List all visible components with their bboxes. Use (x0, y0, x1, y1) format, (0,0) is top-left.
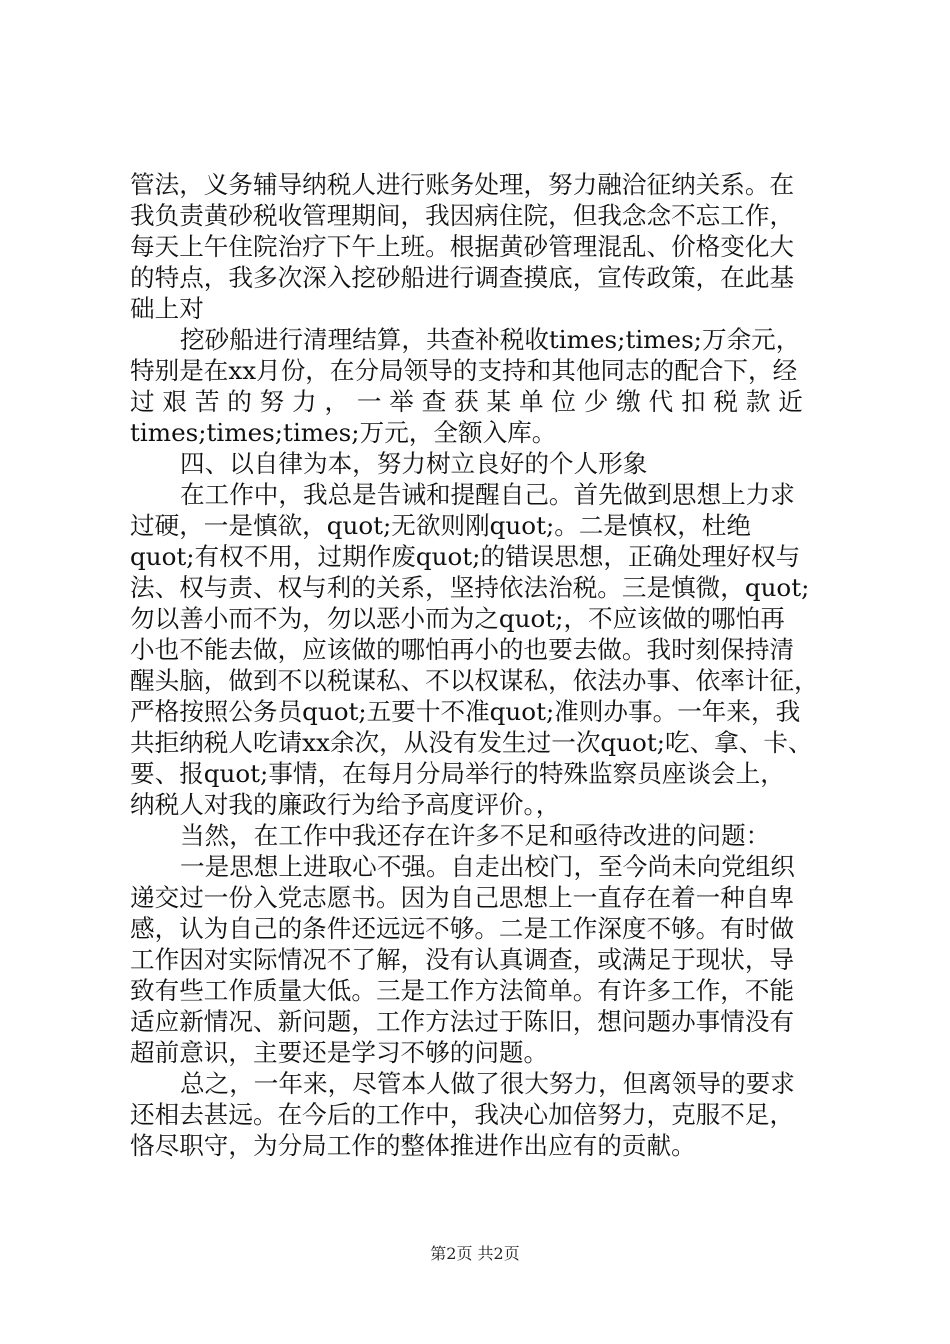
paragraph (130, 448, 830, 479)
paragraph (130, 851, 830, 1068)
text-line: 每天上午住院治疗下午上班。根据黄砂管理混乱、价格变化大 (130, 232, 795, 261)
text-line: 还相去甚远。在今后的工作中，我决心加倍努力，克服不足， (130, 1100, 795, 1129)
paragraph (130, 820, 830, 851)
text-line: 挖砂船进行清理结算，共查补税收times;times;万余元， (180, 325, 801, 354)
text-line: 严格按照公务员quot;五要十不准quot;准则办事。一年来，我 (130, 697, 801, 726)
text-line: 工作因对实际情况不了解，没有认真调查，或满足于现状，导 (130, 945, 795, 974)
text-line: 的特点，我多次深入挖砂船进行调查摸底，宣传政策，在此基 (130, 263, 795, 292)
text-line: 超前意识，主要还是学习不够的问题。 (130, 1038, 549, 1067)
text-line: times;times;times;万元，全额入库。 (130, 418, 557, 447)
text-line: 纳税人对我的廉政行为给予高度评价。， (130, 790, 561, 819)
text-line: 小也不能去做，应该做的哪怕再小的也要去做。我时刻保持清 (130, 635, 795, 664)
text-line: 勿以善小而不为，勿以恶小而为之quot;，不应该做的哪怕再 (130, 604, 785, 633)
text-line: 管法，义务辅导纳税人进行账务处理，努力融洽征纳关系。在 (130, 170, 795, 199)
text-line: 总之，一年来，尽管本人做了很大努力，但离领导的要求 (180, 1069, 795, 1098)
text-line: 感，认为自己的条件还远远不够。二是工作深度不够。有时做 (130, 914, 795, 943)
paragraph (130, 1068, 830, 1161)
document-body (130, 169, 830, 1161)
paragraph (130, 324, 830, 448)
text-line: 特别是在xx月份，在分局领导的支持和其他同志的配合下，经 (130, 356, 798, 385)
text-line: 在工作中，我总是告诫和提醒自己。首先做到思想上力求 (180, 480, 795, 509)
text-line: 础上对 (130, 294, 204, 323)
paragraph (130, 169, 830, 324)
text-line: quot;有权不用，过期作废quot;的错误思想，正确处理好权与 (130, 542, 801, 571)
text-line: 恪尽职守，为分局工作的整体推进作出应有的贡献。 (130, 1131, 696, 1160)
text-line: 当然，在工作中我还存在许多不足和亟待改进的问题： (180, 821, 771, 850)
text-line: 共拒纳税人吃请xx余次，从没有发生过一次quot;吃、拿、卡、 (130, 728, 813, 757)
text-line: 醒头脑，做到不以税谋私、不以权谋私，依法办事、依率计征， (130, 666, 819, 695)
text-line: 过 艰 苦 的 努 力 ， 一 举 查 获 某 单 位 少 缴 代 扣 税 款 近 (130, 387, 803, 416)
text-line: 要、报quot;事情，在每月分局举行的特殊监察员座谈会上， (130, 759, 785, 788)
page-footer: 第2页 共2页 (430, 1244, 520, 1263)
text-line: 法、权与责、权与利的关系，坚持依法治税。三是慎微，quot; (130, 573, 810, 602)
text-line: 递交过一份入党志愿书。因为自己思想上一直存在着一种自卑 (130, 883, 795, 912)
text-line: 致有些工作质量大低。三是工作方法简单。有许多工作，不能 (130, 976, 795, 1005)
text-line: 一是思想上进取心不强。自走出校门，至今尚未向党组织 (180, 852, 795, 881)
text-line: 四、以自律为本，努力树立良好的个人形象 (180, 449, 648, 478)
text-line: 过硬，一是慎欲，quot;无欲则刚quot;。二是慎权，杜绝 (130, 511, 751, 540)
text-line: 我负责黄砂税收管理期间，我因病住院，但我念念不忘工作， (130, 201, 795, 230)
text-line: 适应新情况、新问题，工作方法过于陈旧，想问题办事情没有 (130, 1007, 795, 1036)
paragraph (130, 479, 830, 820)
